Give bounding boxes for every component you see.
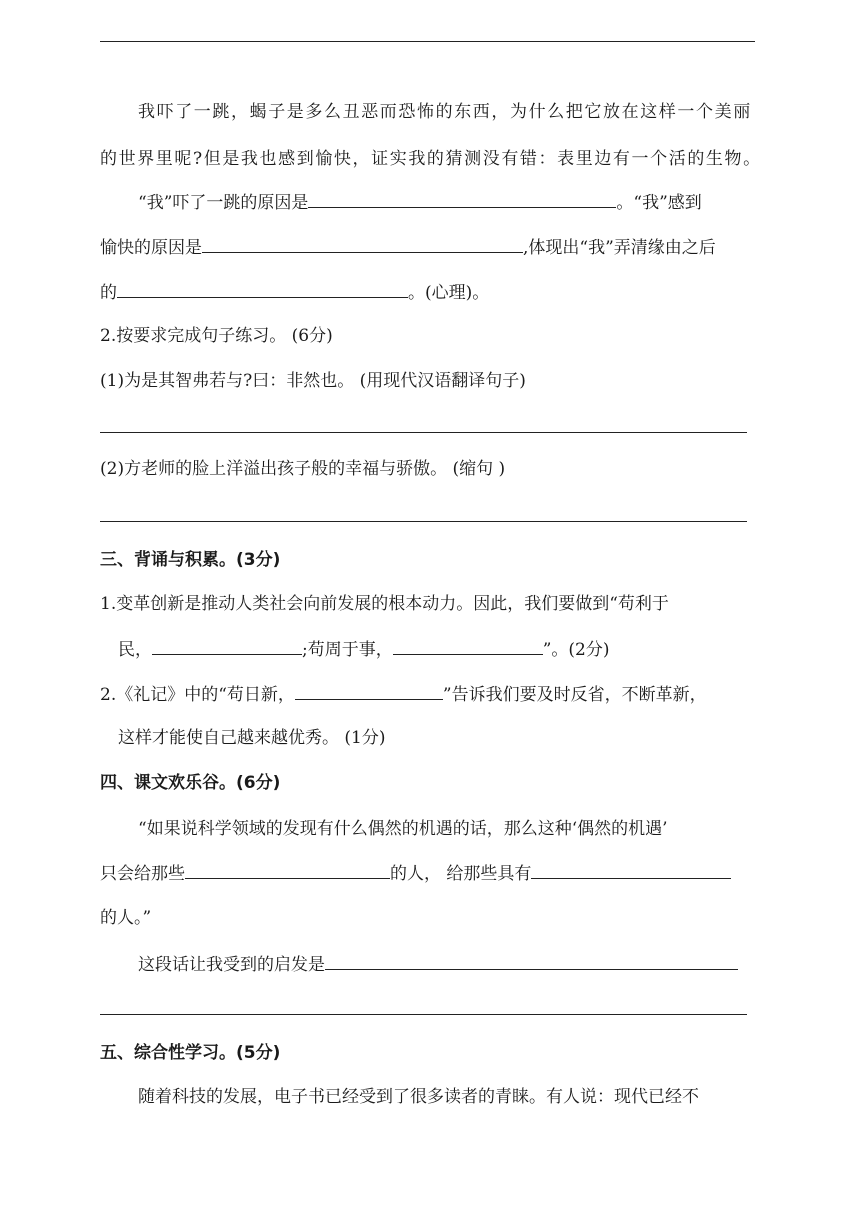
quote-line: “如果说科学领域的发现有什么偶然的机遇的话，那么这种‘偶然的机遇’ xyxy=(138,819,668,839)
quote-line xyxy=(100,860,731,886)
question-text: 只会给那些 xyxy=(100,864,185,884)
quote-line: 的人。” xyxy=(100,908,152,928)
paragraph-line: 随着科技的发展，电子书已经受到了很多读者的青睐。有人说：现代已经不 xyxy=(138,1087,699,1107)
question-text: ”。(2分) xyxy=(542,640,610,660)
question-line xyxy=(100,234,716,260)
section-heading: 三、背诵与积累。(3分) xyxy=(100,550,281,570)
answer-blank[interactable] xyxy=(393,636,543,655)
answer-blank[interactable] xyxy=(152,636,302,655)
question-text: “我”吓了一跳的原因是 xyxy=(138,193,309,213)
question-text: ,体现出“我”弄清缘由之后 xyxy=(523,238,716,258)
question-text: 。“我”感到 xyxy=(616,193,702,213)
passage-line: 的世界里呢?但是我也感到愉快，证实我的猜测没有错：表里边有一个活的生物。 xyxy=(100,149,762,169)
question-text: 2.《礼记》中的“苟日新， xyxy=(100,685,295,705)
question-item: (1)为是其智弗若与?曰：非然也。 (用现代汉语翻译句子) xyxy=(100,371,526,391)
answer-blank[interactable] xyxy=(531,860,731,879)
section-heading: 四、课文欢乐谷。(6分) xyxy=(100,773,281,793)
question-line xyxy=(138,951,738,977)
section-heading: 五、综合性学习。(5分) xyxy=(100,1043,281,1063)
answer-line[interactable] xyxy=(100,1014,747,1015)
answer-line[interactable] xyxy=(100,432,747,433)
answer-blank[interactable] xyxy=(295,681,443,700)
answer-blank[interactable] xyxy=(202,234,523,253)
question-text: 的人， 给那些具有 xyxy=(390,864,532,884)
question-line xyxy=(100,681,707,707)
answer-blank[interactable] xyxy=(308,189,616,208)
question-text: 这段话让我受到的启发是 xyxy=(138,955,325,975)
question-text: 的 xyxy=(100,283,117,303)
answer-blank[interactable] xyxy=(117,279,408,298)
passage-line: 我吓了一跳，蝎子是多么丑恶而恐怖的东西，为什么把它放在这样一个美丽 xyxy=(138,102,752,122)
question-text: ”告诉我们要及时反省，不断革新， xyxy=(442,685,707,705)
top-rule xyxy=(100,41,755,42)
question-text: 。(心理)。 xyxy=(408,283,490,303)
question-item: (2)方老师的脸上洋溢出孩子般的幸福与骄傲。 (缩句 ) xyxy=(100,459,506,479)
question-line xyxy=(118,636,610,662)
question-line xyxy=(100,279,489,305)
question-text: 愉快的原因是 xyxy=(100,238,202,258)
answer-blank[interactable] xyxy=(325,951,738,970)
question-title: 2.按要求完成句子练习。 (6分) xyxy=(100,326,333,346)
question-line: 这样才能使自己越来越优秀。 (1分) xyxy=(118,728,386,748)
question-text: ;苟周于事， xyxy=(302,640,393,660)
answer-blank[interactable] xyxy=(185,860,390,879)
question-line: 1.变革创新是推动人类社会向前发展的根本动力。因此，我们要做到“苟利于 xyxy=(100,594,669,614)
question-line xyxy=(138,189,702,215)
answer-line[interactable] xyxy=(100,521,747,522)
question-text: 民， xyxy=(118,640,152,660)
